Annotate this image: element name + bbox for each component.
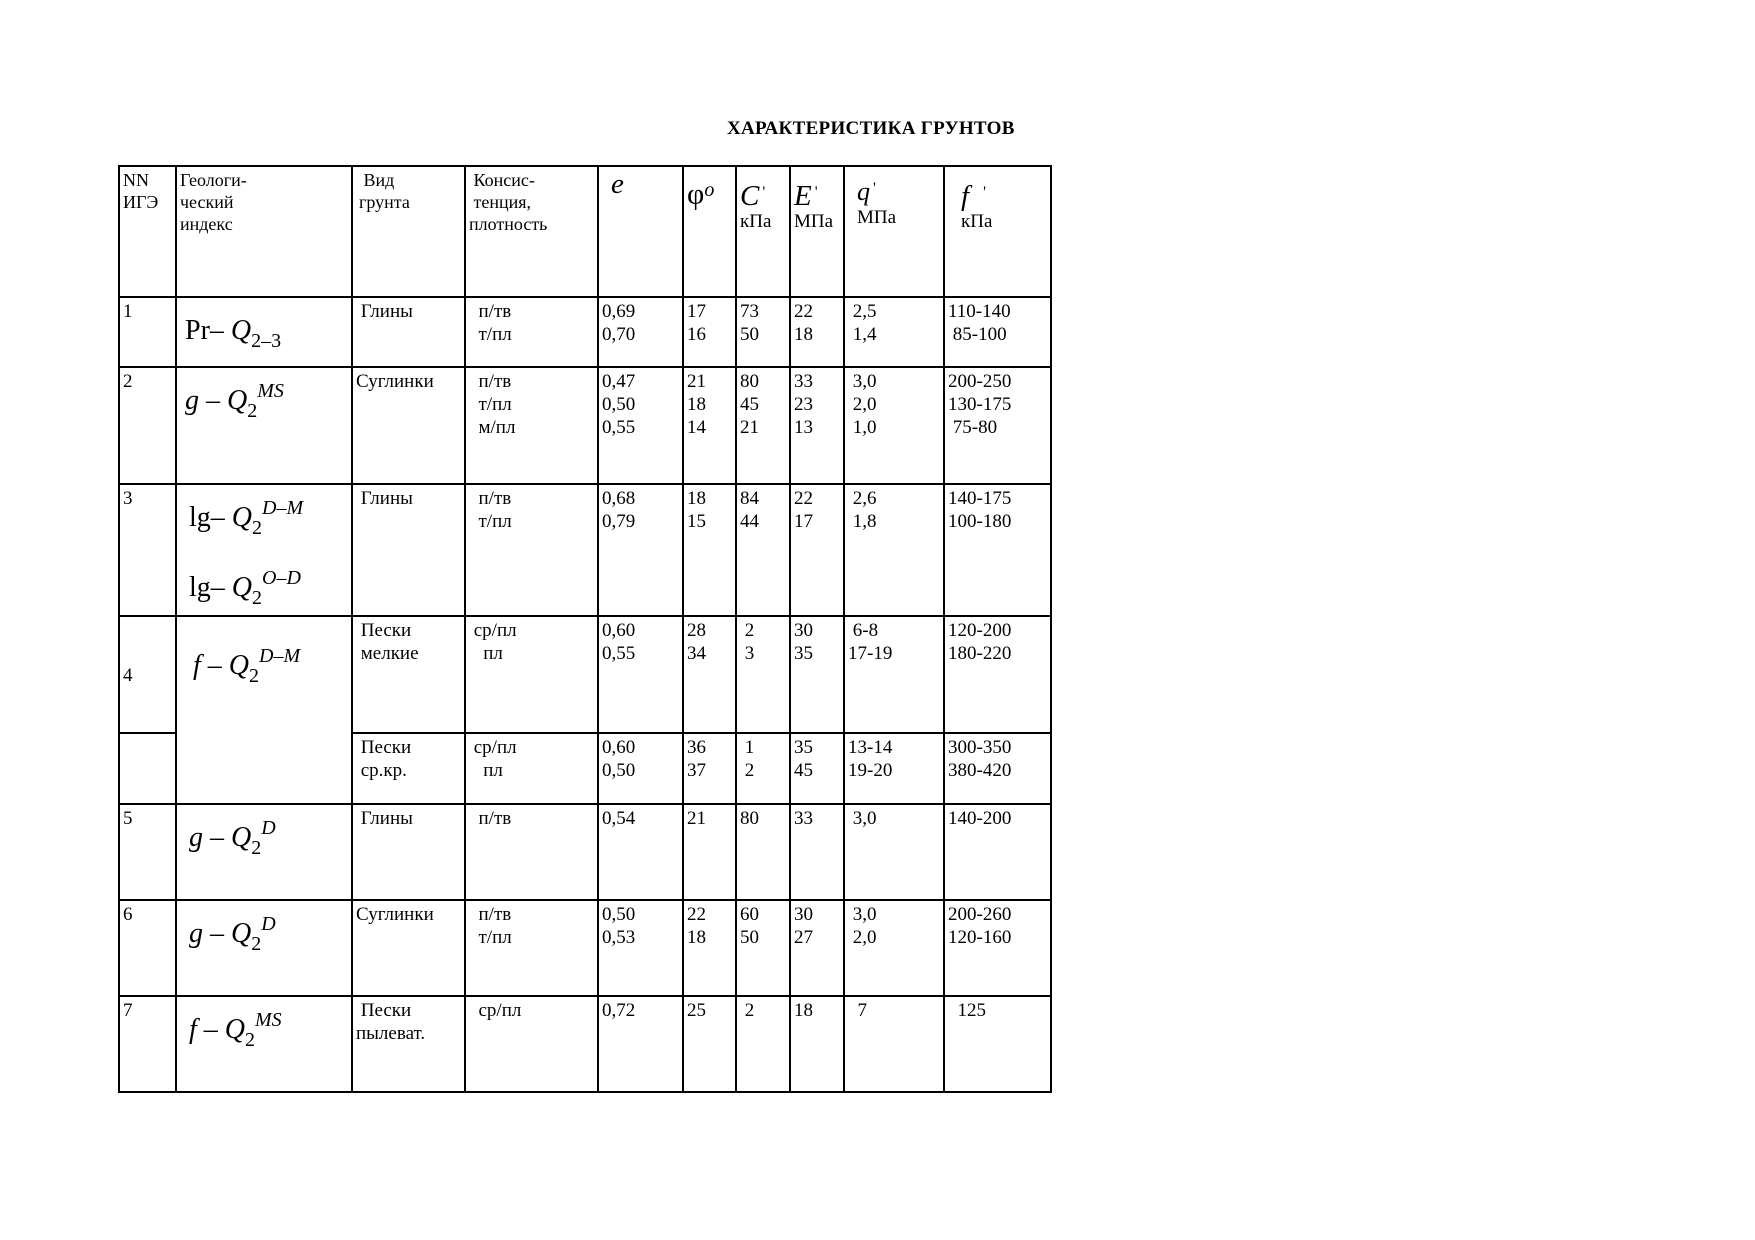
nn-cell: 7	[119, 996, 176, 1092]
header-e: e	[598, 166, 683, 297]
header-nn: NN ИГЭ	[119, 166, 176, 297]
consistency-cell: п/тв т/пл м/пл	[465, 367, 598, 484]
geo-index-formula: lg– $Q_2^{D-M}$	[189, 497, 304, 539]
consistency-cell: п/тв т/пл	[465, 900, 598, 996]
E-cell: 18	[790, 996, 844, 1092]
f-cell: 125	[944, 996, 1051, 1092]
geo-index-formula: lg– $Q_2^{O-D}$	[189, 567, 301, 609]
e-cell: 0,60 0,50	[598, 733, 683, 804]
c-cell: 80	[736, 804, 790, 900]
E-cell: 33 23 13	[790, 367, 844, 484]
consistency-cell: п/тв т/пл	[465, 297, 598, 367]
soil-type-cell: Глины	[352, 804, 465, 900]
nn-cell: 6	[119, 900, 176, 996]
f-cell: 120-200 180-220	[944, 616, 1051, 733]
geo-index-cell	[176, 367, 352, 484]
phi-cell: 17 16	[683, 297, 736, 367]
q-cell: 3,0 2,0	[844, 900, 944, 996]
soil-type-cell: Пески ср.кр.	[352, 733, 465, 804]
e-cell: 0,72	[598, 996, 683, 1092]
f-cell: 140-175 100-180	[944, 484, 1051, 616]
c-cell: 2 3	[736, 616, 790, 733]
f-cell: 300-350 380-420	[944, 733, 1051, 804]
E-cell: 30 27	[790, 900, 844, 996]
E-cell: 22 18	[790, 297, 844, 367]
phi-cell: 28 34	[683, 616, 736, 733]
nn-cell: 2	[119, 367, 176, 484]
geo-index-cell	[176, 297, 352, 367]
c-cell: 1 2	[736, 733, 790, 804]
phi-cell: 25	[683, 996, 736, 1092]
table-row	[119, 297, 1051, 367]
geo-index-formula: g – $Q_2^D$	[189, 913, 276, 955]
soil-type-cell: Пески пылеват.	[352, 996, 465, 1092]
geo-index-formula: f – $Q_2^{D-M}$	[193, 645, 301, 687]
header-E: E ' МПа	[790, 166, 844, 297]
q-cell: 6-8 17-19	[844, 616, 944, 733]
f-cell: 200-260 120-160	[944, 900, 1051, 996]
header-consistency: Консис- тенция, плотность	[465, 166, 598, 297]
soil-type-cell: Глины	[352, 297, 465, 367]
geo-index-formula: Pr– $Q_{2-3}$	[185, 315, 282, 352]
phi-cell: 18 15	[683, 484, 736, 616]
phi-cell: 21	[683, 804, 736, 900]
geo-index-formula: g – $Q_2^{MS}$	[185, 380, 284, 422]
geo-index-cell	[176, 484, 352, 616]
geo-index-cell	[176, 900, 352, 996]
E-cell: 22 17	[790, 484, 844, 616]
q-cell: 7	[844, 996, 944, 1092]
nn-cell: 4	[119, 616, 176, 733]
nn-cell: 5	[119, 804, 176, 900]
phi-cell: 22 18	[683, 900, 736, 996]
geo-index-formula: f – $Q_2^{MS}$	[189, 1009, 282, 1051]
q-cell: 2,6 1,8	[844, 484, 944, 616]
header-c: C ' кПа	[736, 166, 790, 297]
consistency-cell: п/тв т/пл	[465, 484, 598, 616]
c-cell: 84 44	[736, 484, 790, 616]
consistency-cell: ср/пл пл	[465, 733, 598, 804]
geo-index-cell	[176, 996, 352, 1092]
table-row	[119, 367, 1051, 484]
q-cell: 2,5 1,4	[844, 297, 944, 367]
f-cell: 140-200	[944, 804, 1051, 900]
geo-index-formula: g – $Q_2^D$	[189, 817, 276, 859]
header-q: q ' МПа	[844, 166, 944, 297]
e-cell: 0,54	[598, 804, 683, 900]
soil-type-cell: Суглинки	[352, 367, 465, 484]
table-row	[119, 996, 1051, 1092]
consistency-cell: ср/пл	[465, 996, 598, 1092]
geo-index-cell	[176, 616, 352, 804]
c-cell: 2	[736, 996, 790, 1092]
q-cell: 13-14 19-20	[844, 733, 944, 804]
E-cell: 35 45	[790, 733, 844, 804]
table-row	[119, 900, 1051, 996]
f-cell: 110-140 85-100	[944, 297, 1051, 367]
soil-type-cell: Пески мелкие	[352, 616, 465, 733]
e-cell: 0,68 0,79	[598, 484, 683, 616]
soil-type-cell: Суглинки	[352, 900, 465, 996]
header-phi: $\varphi^o$	[683, 166, 736, 297]
e-cell: 0,47 0,50 0,55	[598, 367, 683, 484]
soil-type-cell: Глины	[352, 484, 465, 616]
table-row	[119, 804, 1051, 900]
e-cell: 0,50 0,53	[598, 900, 683, 996]
q-cell: 3,0	[844, 804, 944, 900]
c-cell: 73 50	[736, 297, 790, 367]
E-cell: 33	[790, 804, 844, 900]
nn-cell: 1	[119, 297, 176, 367]
c-cell: 80 45 21	[736, 367, 790, 484]
table-row	[119, 484, 1051, 616]
q-cell: 3,0 2,0 1,0	[844, 367, 944, 484]
consistency-cell: ср/пл пл	[465, 616, 598, 733]
header-soil-type: Вид грунта	[352, 166, 465, 297]
page-title: ХАРАКТЕРИСТИКА ГРУНТОВ	[727, 118, 1015, 139]
E-cell: 30 35	[790, 616, 844, 733]
geo-index-cell	[176, 804, 352, 900]
header-f: f ' кПа	[944, 166, 1051, 297]
consistency-cell: п/тв	[465, 804, 598, 900]
phi-cell: 36 37	[683, 733, 736, 804]
nn-cell: 3	[119, 484, 176, 616]
table-row	[119, 616, 1051, 733]
header-geo-index: Геологи- ческий индекс	[176, 166, 352, 297]
c-cell: 60 50	[736, 900, 790, 996]
header-row	[119, 166, 1051, 297]
e-cell: 0,60 0,55	[598, 616, 683, 733]
f-cell: 200-250 130-175 75-80	[944, 367, 1051, 484]
phi-cell: 21 18 14	[683, 367, 736, 484]
e-cell: 0,69 0,70	[598, 297, 683, 367]
nn-cell	[119, 733, 176, 804]
soil-characteristics-table	[118, 165, 1052, 1093]
